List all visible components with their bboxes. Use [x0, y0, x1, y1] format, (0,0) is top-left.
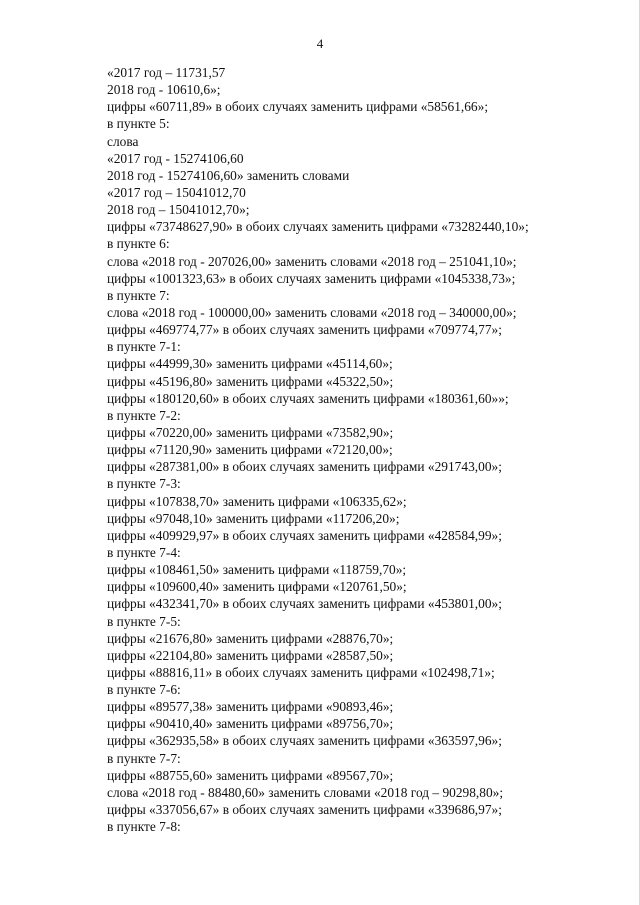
text-line: цифры «362935,58» в обоих случаях заменить цифрами «363597,96»; [107, 733, 502, 749]
document-body [107, 64, 607, 835]
text-line: цифры «22104,80» заменить цифрами «28587,50»; [107, 647, 394, 663]
text-line: цифры «109600,40» заменить цифрами «120761,50»; [107, 579, 407, 595]
text-line: 2018 год – 15041012,70»; [107, 202, 250, 218]
text-line: 2018 год - 15274106,60» заменить словами [107, 167, 350, 183]
text-line: цифры «90410,40» заменить цифрами «89756,70»; [107, 716, 394, 732]
text-line: слова «2018 год - 100000,00» заменить словами «2018 год – 340000,00»; [107, 304, 517, 320]
text-line: цифры «71120,90» заменить цифрами «72120,00»; [107, 442, 393, 458]
text-line: цифры «70220,00» заменить цифрами «73582,90»; [107, 424, 394, 440]
text-line: цифры «1001323,63» в обоих случаях заменить цифрами «1045338,73»; [107, 270, 516, 286]
text-line: цифры «89577,38» заменить цифрами «90893,46»; [107, 699, 394, 715]
text-line: в пункте 7-4: [107, 544, 181, 560]
text-line: 2018 год - 10610,6»; [107, 82, 221, 98]
text-line: слова «2018 год - 88480,60» заменить словами «2018 год – 90298,80»; [107, 784, 504, 800]
text-line: цифры «21676,80» заменить цифрами «28876,70»; [107, 630, 394, 646]
text-line: цифры «337056,67» в обоих случаях заменить цифрами «339686,97»; [107, 802, 502, 818]
text-line: в пункте 7-1: [107, 339, 181, 355]
text-line: «2017 год - 15274106,60 [107, 150, 244, 166]
text-line: «2017 год – 11731,57 [107, 65, 226, 80]
text-line: цифры «45196,80» заменить цифрами «45322,50»; [107, 373, 394, 389]
text-line: цифры «88755,60» заменить цифрами «89567,70»; [107, 767, 394, 783]
text-line: цифры «88816,11» в обоих случаях заменить цифрами «102498,71»; [107, 664, 495, 680]
text-line: «2017 год – 15041012,70 [107, 184, 246, 200]
page-number: 4 [316, 36, 324, 51]
text-line: в пункте 7-2: [107, 407, 181, 423]
text-line: цифры «108461,50» заменить цифрами «118759,70»; [107, 562, 407, 578]
text-line: в пункте 6: [107, 236, 170, 252]
text-line: цифры «73748627,90» в обоих случаях заменить цифрами «73282440,10»; [107, 219, 529, 235]
text-line: в пункте 7: [107, 287, 170, 303]
text-line: цифры «97048,10» заменить цифрами «117206,20»; [107, 510, 400, 526]
text-line: в пункте 5: [107, 116, 170, 132]
text-line: цифры «107838,70» заменить цифрами «106335,62»; [107, 493, 407, 509]
text-line: слова «2018 год - 207026,00» заменить словами «2018 год – 251041,10»; [107, 253, 517, 269]
text-line: в пункте 7-3: [107, 476, 181, 492]
text-line: цифры «44999,30» заменить цифрами «45114,60»; [107, 356, 393, 372]
text-line: цифры «180120,60» в обоих случаях заменить цифрами «180361,60»»; [107, 390, 509, 406]
text-line: слова [107, 133, 139, 149]
text-line: цифры «409929,97» в обоих случаях заменить цифрами «428584,99»; [107, 527, 502, 543]
text-line: в пункте 7-6: [107, 682, 181, 698]
text-line: в пункте 7-5: [107, 613, 181, 629]
text-line: цифры «60711,89» в обоих случаях заменить цифрами «58561,66»; [107, 99, 489, 115]
text-line: цифры «469774,77» в обоих случаях заменить цифрами «709774,77»; [107, 322, 502, 338]
text-line: в пункте 7-7: [107, 750, 181, 766]
text-line: в пункте 7-8: [107, 819, 181, 835]
text-line: цифры «432341,70» в обоих случаях заменить цифрами «453801,00»; [107, 596, 502, 612]
text-line: цифры «287381,00» в обоих случаях заменить цифрами «291743,00»; [107, 459, 502, 475]
